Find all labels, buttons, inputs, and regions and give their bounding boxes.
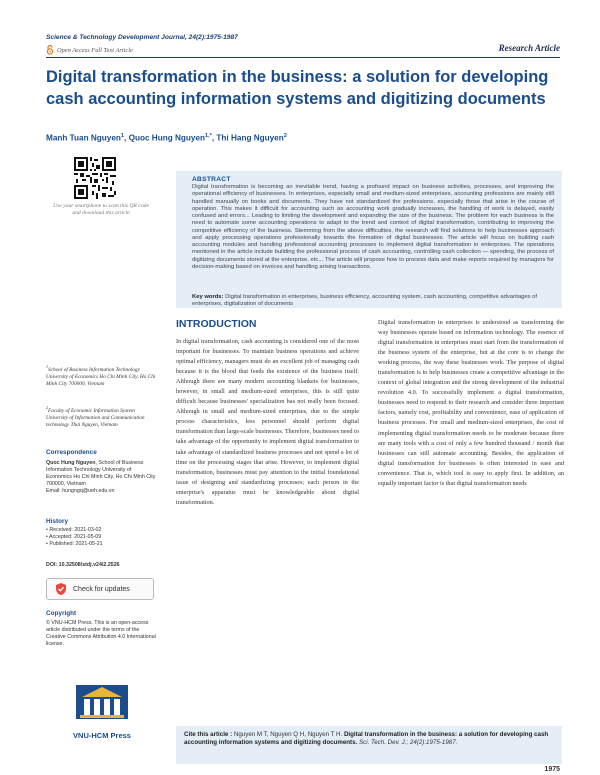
correspondence-details: , School of Business Information Technology University of Economics Ho Chi Minh City, Ho Chi Minh City 700000, Vietnam <box>46 460 156 488</box>
correspondence-text <box>46 460 158 495</box>
crossmark-icon <box>55 582 67 596</box>
doi-link[interactable]: DOI: 10.32508/stdj.v24i2.2526 <box>46 562 120 568</box>
check-for-updates-label: Check for updates <box>73 585 130 593</box>
citation-authors: Nguyen M T, Nguyen Q H, Nguyen T H. <box>233 731 343 738</box>
correspondence-heading: Correspondence <box>46 449 97 456</box>
corresponding-author: Quoc Hung Nguyen <box>46 460 96 466</box>
header-divider <box>46 57 560 58</box>
affiliation-1 <box>46 363 158 388</box>
author-name[interactable]: Manh Tuan Nguyen <box>46 133 121 143</box>
citation-source: Sci. Tech. Dev. J.; 24(2):1975-1987. <box>359 739 458 747</box>
history-item: • Received: 2021-03-02 <box>46 527 102 533</box>
qr-code-icon[interactable] <box>74 157 116 199</box>
keywords-text: Digital transformation in enterprises, business efficiency, accounting system, cash accounting, competitive advantages of enterprises, digitalization of documents <box>192 294 538 308</box>
history-heading: History <box>46 518 69 525</box>
author-name[interactable]: Quoc Hung Nguyen <box>128 133 206 143</box>
correspondence-email[interactable]: Email: hungngq@ueh.edu.vn <box>46 488 115 495</box>
abstract-heading: ABSTRACT <box>192 176 231 183</box>
open-access-text: Open Access Full Text Article <box>57 46 133 54</box>
citation <box>184 731 556 747</box>
copyright-text: © VNU-HCM Press. This is an open-access article distributed under the terms of the Creative Commons Attribution 4.0 International license. <box>46 620 156 648</box>
history-list <box>46 527 158 548</box>
history-item: • Published: 2021-05-21 <box>46 541 103 548</box>
copyright-heading: Copyright <box>46 610 77 617</box>
check-for-updates-button[interactable] <box>46 578 154 600</box>
article-type: Research Article <box>498 43 560 53</box>
affiliation-number: 2 <box>46 405 48 410</box>
affiliation-text: Faculty of Economic Information System University of Information and Communication technology Thai Nguyen, Vietnam <box>46 407 145 428</box>
history-item: • Accepted: 2021-05-09 <box>46 534 102 541</box>
author-name[interactable]: Thi Hang Nguyen <box>216 133 284 143</box>
publisher-name: VNU-HCM Press <box>73 731 131 740</box>
author-affil: 2 <box>283 133 287 139</box>
page-number: 1975 <box>544 766 560 773</box>
keywords <box>192 294 554 309</box>
author-list: Manh Tuan Nguyen$^1$, Quoc Hung Nguyen$^{1,*}$, Thi Hang Nguyen$^2$ <box>46 133 287 143</box>
body-column-2: Digital transformation in enterprises is understood as transforming the way businesses operate based on information technology. The essence of digital transformation in enterprises must start from the transformation of the business system of the enterprise, but at the core is to change the working process, the way these businesses work. The purpose of digital transformation is to help businesses create a competitive advantage in the context of global integration and the strong development of the industrial revolution 4.0. To successfully implement a digital transformation, businesses need to respond to their research and consider three important factors, namely cost, profitability and convenience, ease of application of business processes. For small and medium-sized enterprises, the cost of implementing digital transformation needs to be moderate because there are many tools with a cost of only a few hundred thousand / month that businesses can still automate accounting. Besides, the application of digital transformation for businesses is often interested in ease and convenience. That is, which tool is easy to apply first. In addition, an equally important factor is that digital transformation needs <box>378 319 564 487</box>
abstract-text: Digital transformation is becoming an inevitable trend, having a profound impact on business activities, processes, and improving the operational efficiency of businesses. In enterprises, especially small and medium-sized enterprises, accounting professions are mainly still handled manually on books and documents. They have not standardized the professions, especially those that arise in the course of operation. This makes it difficult for accounting such as accounting work gradually increases, the handling of work is delayed, easily confused and errors... Leading to limiting the development and expanding the size of the business. The problem for each business is the need to automate some accounting operations to adapt to the trend and context of digital transformation, contributing to improving the competitive efficiency of the business. Stemming from the above difficulties, the research will find solutions to help businesses approach and apply processing operations professionally towards the formation of digital businesses. The article will focus on building cash accounting modules and handling professional accounting processes to implement digital transformation in enterprises. The operations mentioned in the article include building the professional process of cash accounting, controlling cash collection — spending, the process of digitizing documents stored at the enterprise, etc... The article will propose how to process data and make reports required by managers for decision-making based on invoices and handling arising transactions. <box>192 184 554 270</box>
author-affil: 1 <box>120 133 125 139</box>
article-title: Digital transformation in the business: a solution for developing cash accounting information systems and digitizing documents <box>46 68 549 108</box>
affiliation-text: School of Business Information Technology University of Economics Ho Chi Minh City, Ho Chi Minh City 700000, Vietnam <box>46 366 156 387</box>
body-column-1: In digital transformation, cash accounting is considered one of the most important for businesses. To maintain business operations and achieve optimal efficiency, managers must do an excellent job of managing cash because it is the blood that feeds the existence of the business itself. Although there are many modern accounting blankets for businesses, however, in small and medium-sized enterprises, this is still quite difficult because businesses' specialization has not really been focused. Although in small and medium-sized enterprises, due to the simple process characteristics, less personnel should perform digital transformation than large-scale businesses. Therefore, businesses need to take advantage of the opportunity to implement digital transformation to take advantage of standardized business processes and not spend a lot of time on the processing stages that arise. However, to implement digital transformation, businesses must pay attention to the initial foundational issue of designing and standardizing processes; each person in the enterprise's apparatus must be knowledgeable about digital transformation. <box>176 338 359 506</box>
keywords-label: Key words: <box>192 294 224 300</box>
citation-label: Cite this article : <box>184 731 233 738</box>
affiliation-2 <box>46 404 158 429</box>
qr-caption: Use your smartphone to scan this QR code and download this article <box>53 203 149 217</box>
journal-header: Science & Technology Development Journal, 24(2):1975-1987 <box>46 34 238 41</box>
introduction-heading: INTRODUCTION <box>176 318 257 330</box>
citation-title: Digital transformation in the business: a solution for developing cash accounting information systems and digitizing documents. <box>184 731 549 747</box>
author-affil: 1,* <box>205 133 212 139</box>
affiliation-number: 1 <box>46 364 48 369</box>
open-access-label <box>46 45 133 55</box>
vnu-hcm-press-logo-icon <box>62 677 142 729</box>
open-access-icon <box>46 45 54 55</box>
